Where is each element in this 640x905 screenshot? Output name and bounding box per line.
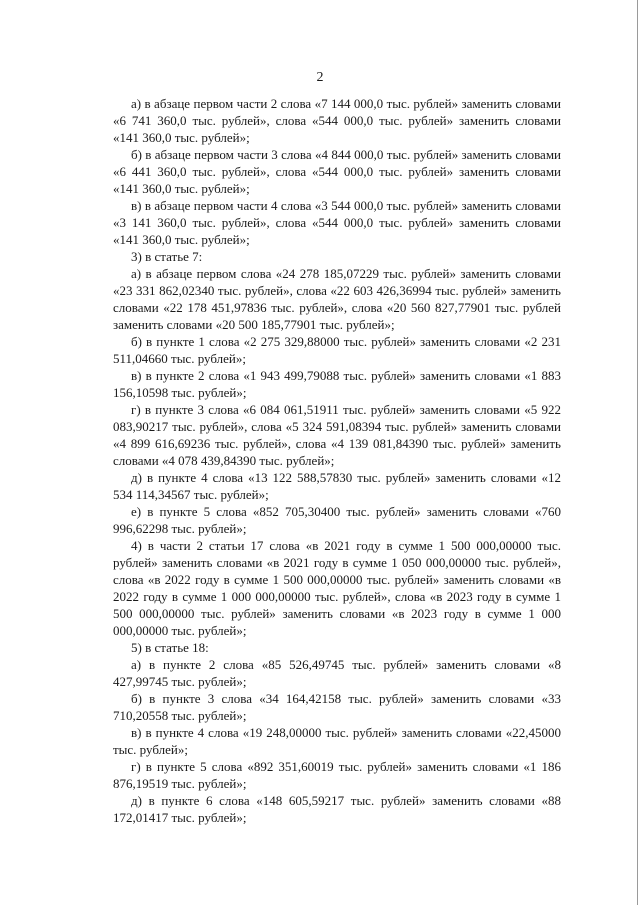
- paragraph-3c: в) в пункте 2 слова «1 943 499,79088 тыс. рублей» заменить словами «1 883 156,10598 тыс. рублей»;: [113, 368, 561, 400]
- paragraph-3f: е) в пункте 5 слова «852 705,30400 тыс. рублей» заменить словами «760 996,62298 тыс. рублей»;: [113, 504, 561, 536]
- paragraph-2a: а) в абзаце первом части 2 слова «7 144 000,0 тыс. рублей» заменить словами «6 741 360,0 тыс. рублей», слова «544 000,0 тыс. рублей» заменить словами «141 360,0 тыс. рублей»;: [113, 96, 561, 145]
- document-body: [113, 95, 561, 826]
- paragraph-2c: в) в абзаце первом части 4 слова «3 544 000,0 тыс. рублей» заменить словами «3 141 360,0 тыс. рублей», слова «544 000,0 тыс. рублей» заменить словами «141 360,0 тыс. рублей»;: [113, 198, 561, 247]
- paragraph-3a: а) в абзаце первом слова «24 278 185,07229 тыс. рублей» заменить словами «23 331 862,02340 тыс. рублей», слова «22 603 426,36994 тыс. рублей» заменить словами «22 178 451,97836 тыс. рублей», слова «20 560 827,77901 тыс. рублей заменить словами «20 500 185,77901 тыс. рублей»;: [113, 266, 561, 332]
- paragraph-2b: б) в абзаце первом части 3 слова «4 844 000,0 тыс. рублей» заменить словами «6 441 360,0 тыс. рублей», слова «544 000,0 тыс. рублей» заменить словами «141 360,0 тыс. рублей»;: [113, 147, 561, 196]
- paragraph-5b: б) в пункте 3 слова «34 164,42158 тыс. рублей» заменить словами «33 710,20558 тыс. рублей»;: [113, 691, 561, 723]
- paragraph-5a: а) в пункте 2 слова «85 526,49745 тыс. рублей» заменить словами «8 427,99745 тыс. рублей»;: [113, 657, 561, 689]
- page-number: 2: [316, 70, 324, 85]
- paragraph-3-heading: 3) в статье 7:: [131, 249, 203, 264]
- paragraph-5e: д) в пункте 6 слова «148 605,59217 тыс. рублей» заменить словами «88 172,01417 тыс. рублей»;: [113, 793, 561, 825]
- paragraph-3b: б) в пункте 1 слова «2 275 329,88000 тыс. рублей» заменить словами «2 231 511,04660 тыс. рублей»;: [113, 334, 561, 366]
- paragraph-5c: в) в пункте 4 слова «19 248,00000 тыс. рублей» заменить словами «22,45000 тыс. рублей»;: [113, 725, 561, 757]
- paragraph-5-heading: 5) в статье 18:: [131, 640, 209, 655]
- paragraph-3d: г) в пункте 3 слова «6 084 061,51911 тыс. рублей» заменить словами «5 922 083,90217 тыс. рублей», слова «5 324 591,08394 тыс. рублей» заменить словами «4 899 616,69236 тыс. рублей», слова «4 139 081,84390 тыс. рублей» заменить словами «4 078 439,84390 тыс. рублей»;: [113, 402, 561, 468]
- paragraph-3e: д) в пункте 4 слова «13 122 588,57830 тыс. рублей» заменить словами «12 534 114,34567 тыс. рублей»;: [113, 470, 561, 502]
- paragraph-4: 4) в части 2 статьи 17 слова «в 2021 году в сумме 1 500 000,00000 тыс. рублей» заменить словами «в 2021 году в сумме 1 050 000,00000 тыс. рублей», слова «в 2022 году в сумме 1 500 000,00000 тыс. рублей» заменить словами «в 2022 году в сумме 1 000 000,00000 тыс. рублей», слова «в 2023 году в сумме 1 500 000,00000 тыс. рублей» заменить словами «в 2023 году в сумме 1 000 000,00000 тыс. рублей»;: [113, 538, 561, 638]
- paragraph-5d: г) в пункте 5 слова «892 351,60019 тыс. рублей» заменить словами «1 186 876,19519 тыс. рублей»;: [113, 759, 561, 791]
- scan-edge-line: [637, 0, 638, 905]
